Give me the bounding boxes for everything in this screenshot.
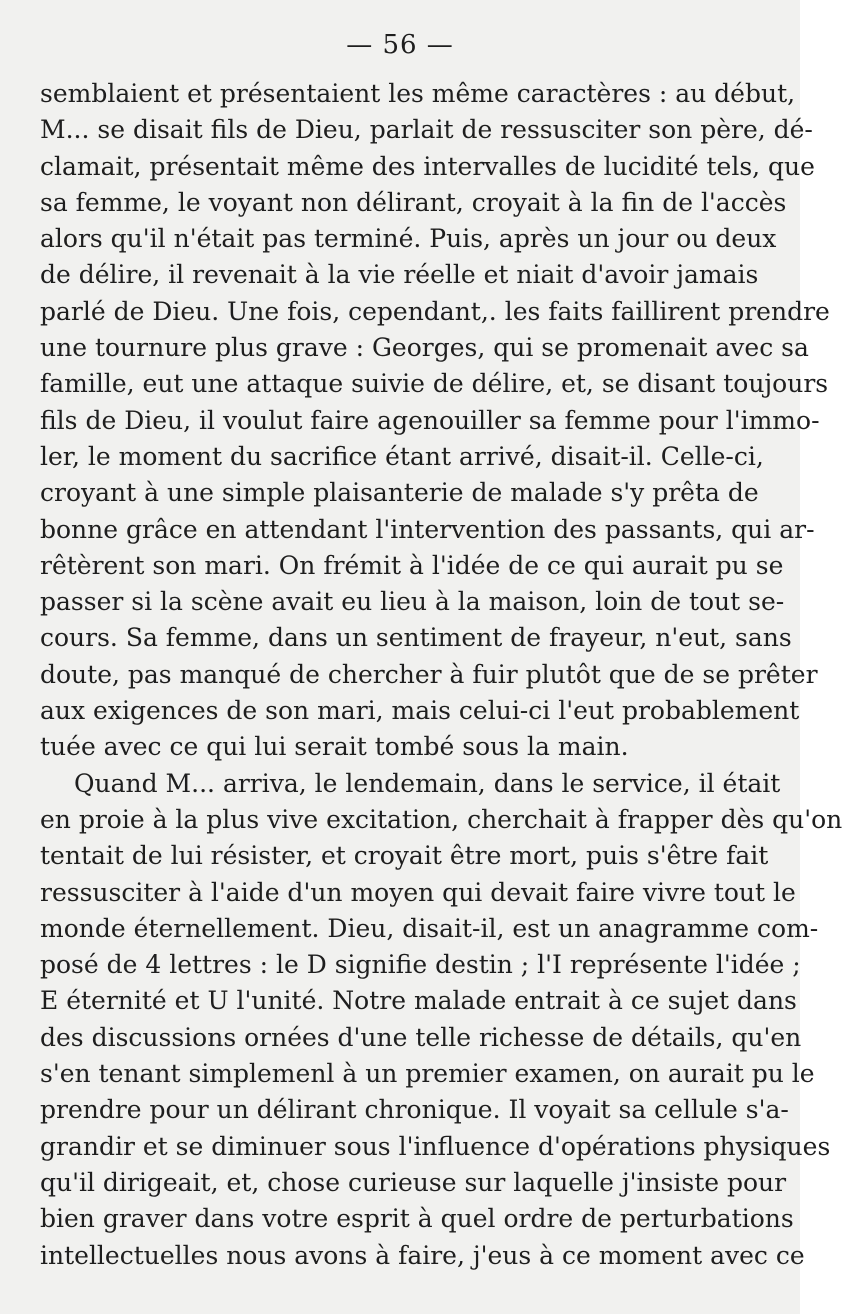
text-line: de délire, il revenait à la vie réelle et niait d'avoir jamais xyxy=(40,260,759,290)
text-line: cours. Sa femme, dans un sentiment de frayeur, n'eut, sans xyxy=(40,623,792,653)
text-line: tuée avec ce qui lui serait tombé sous la main. xyxy=(40,732,629,762)
text-line: grandir et se diminuer sous l'influence d'opérations physiques xyxy=(40,1131,831,1161)
page-number: — 56 — xyxy=(346,30,454,60)
text-line: ressusciter à l'aide d'un moyen qui devait faire vivre tout le xyxy=(40,877,796,907)
text-line: semblaient et présentaient les même caractères : au début, xyxy=(40,79,796,108)
text-line: E éternité et U l'unité. Notre malade entrait à ce sujet dans xyxy=(40,986,797,1016)
text-line: fils de Dieu, il voulut faire agenouiller sa femme pour l'immo- xyxy=(40,405,820,435)
text-line: famille, eut une attaque suivie de délire, et, se disant toujours xyxy=(40,369,829,399)
text-line: tentait de lui résister, et croyait être mort, puis s'être fait xyxy=(40,841,769,871)
text-line: clamait, présentait même des intervalles de lucidité tels, que xyxy=(40,151,815,181)
text-line: s'en tenant simplemenl à un premier examen, on aurait pu le xyxy=(40,1059,815,1089)
text-line: doute, pas manqué de chercher à fuir plutôt que de se prêter xyxy=(40,659,818,689)
text-line: aux exigences de son mari, mais celui-ci l'eut probablement xyxy=(40,696,800,726)
text-line: des discussions ornées d'une telle richesse de détails, qu'en xyxy=(40,1022,802,1052)
paragraph xyxy=(40,766,842,1274)
text-line: alors qu'il n'était pas terminé. Puis, après un jour ou deux xyxy=(40,224,777,254)
text-line: M... se disait fils de Dieu, parlait de ressusciter son père, dé- xyxy=(40,115,813,145)
text-line: bonne grâce en attendant l'intervention des passants, qui ar- xyxy=(40,514,815,544)
text-line: bien graver dans votre esprit à quel ordre de perturbations xyxy=(40,1204,794,1234)
text-line: en proie à la plus vive excitation, cherchait à frapper dès qu'on xyxy=(40,804,842,834)
paragraph xyxy=(40,76,830,766)
text-line: passer si la scène avait eu lieu à la maison, loin de tout se- xyxy=(40,587,785,617)
text-line: qu'il dirigeait, et, chose curieuse sur laquelle j'insiste pour xyxy=(40,1167,787,1197)
text-line: rêtèrent son mari. On frémit à l'idée de ce qui aurait pu se xyxy=(40,550,784,580)
text-line: monde éternellement. Dieu, disait-il, est un anagramme com- xyxy=(40,913,819,943)
text-line: ler, le moment du sacrifice étant arrivé, disait-il. Celle-ci, xyxy=(40,441,764,471)
text-line: posé de 4 lettres : le D signifie destin ; l'I représente l'idée ; xyxy=(40,950,801,980)
text-line: une tournure plus grave : Georges, qui se promenait avec sa xyxy=(40,333,809,363)
text-line: Quand M... arriva, le lendemain, dans le service, il était xyxy=(74,768,781,798)
text-line: prendre pour un délirant chronique. Il voyait sa cellule s'a- xyxy=(40,1095,789,1125)
body-text xyxy=(40,76,842,1274)
text-line: croyant à une simple plaisanterie de malade s'y prêta de xyxy=(40,478,759,508)
text-line: parlé de Dieu. Une fois, cependant,. les faits faillirent prendre xyxy=(40,296,830,326)
text-line: sa femme, le voyant non délirant, croyait à la fin de l'accès xyxy=(40,187,787,217)
text-line: intellectuelles nous avons à faire, j'eus à ce moment avec ce xyxy=(40,1240,805,1270)
